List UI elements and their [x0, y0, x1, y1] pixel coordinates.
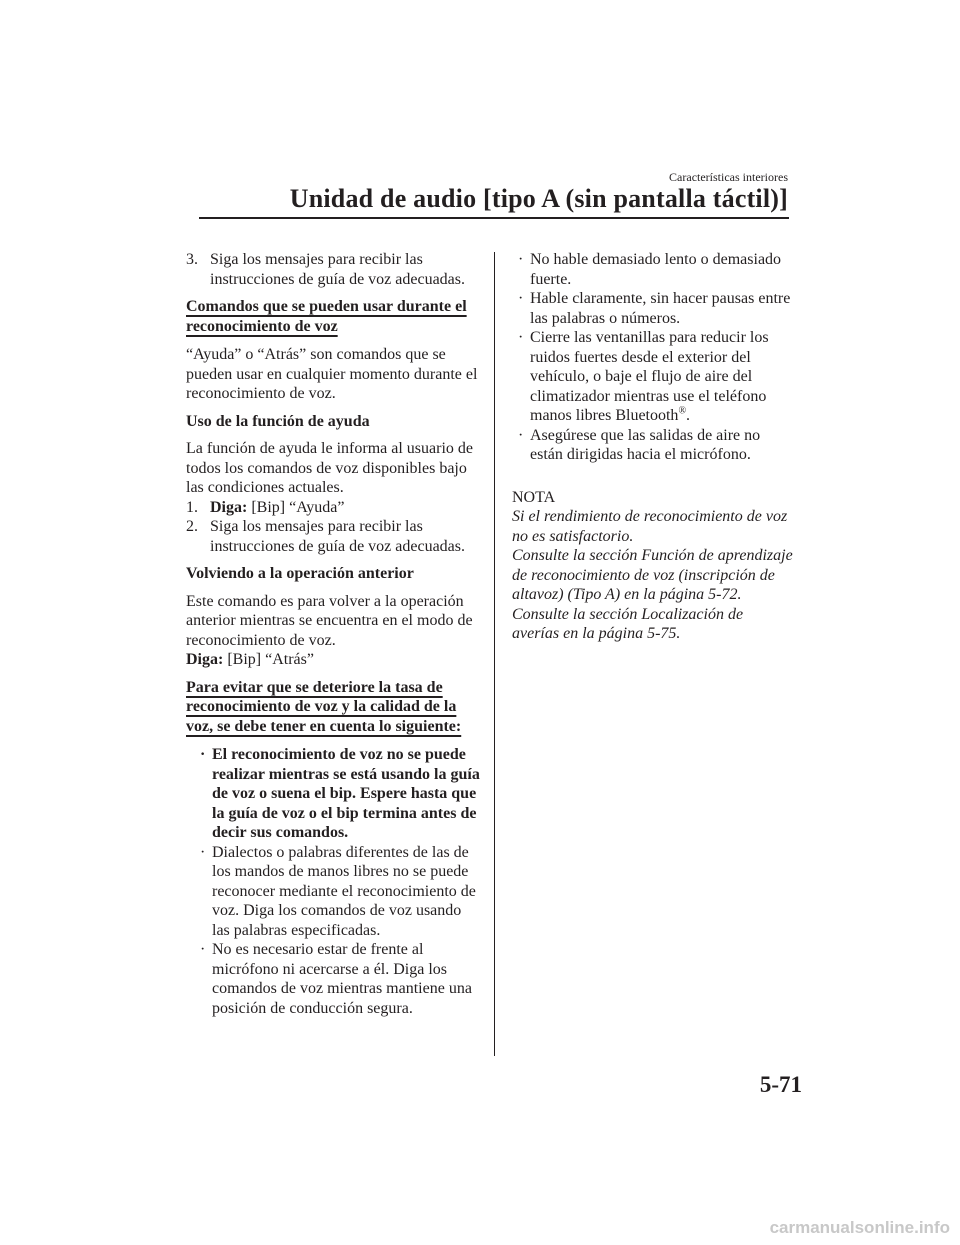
bullet-dot-icon: · [518, 290, 524, 307]
step-number: 2. [186, 518, 198, 535]
back-say-line [186, 650, 482, 670]
commands-heading-text: Comandos que se pueden usar durante el reconocimiento de voz [186, 298, 467, 335]
avoid-heading [186, 678, 482, 737]
help-heading: Uso de la función de ayuda [186, 412, 370, 430]
bullet-dot-icon: · [518, 251, 524, 268]
bullet-item [186, 940, 482, 1018]
help-step-2 [186, 517, 482, 556]
step-number: 3. [186, 251, 198, 268]
bullet-text: No hable demasiado lento o demasiado fuerte. [530, 251, 782, 288]
bullet-text: Hable claramente, sin hacer pausas entre las palabras o números. [530, 290, 791, 327]
header-divider [199, 217, 789, 219]
say-command: [Bip] “Ayuda” [247, 498, 345, 516]
registered-mark: ® [678, 405, 687, 417]
commands-paragraph: “Ayuda” o “Atrás” son comandos que se pueden usar en cualquier momento durante el reconocimiento de voz. [186, 346, 478, 402]
help-paragraph: La función de ayuda le informa al usuario de todos los comandos de voz disponibles bajo las condiciones actuales. [186, 440, 473, 496]
bullet-dot-icon: · [200, 941, 206, 958]
help-step-1 [186, 498, 482, 518]
step-3 [186, 250, 482, 289]
bullet-item [512, 250, 794, 289]
commands-heading [186, 297, 482, 336]
say-label: Diga: [210, 498, 248, 516]
column-divider [494, 252, 495, 1056]
back-heading: Volviendo a la operación anterior [186, 565, 414, 582]
bullet-dot-icon: · [200, 843, 206, 861]
say-label: Diga: [186, 651, 224, 668]
bullet-text: El reconocimiento de voz no se puede realizar mientras se está usando la guía de voz o suena el bip. Espere hasta que la guía de voz o el bip termina antes de decir sus comandos. [212, 746, 480, 841]
back-paragraph: Este comando es para volver a la operación anterior mientras se encuentra en el modo de reconocimiento de voz. [186, 592, 473, 649]
avoid-heading-text: Para evitar que se deteriore la tasa de reconocimiento de voz y la calidad de la voz, se debe tener en cuenta lo siguiente: [186, 678, 462, 735]
page-number: 5-71 [759, 1072, 802, 1097]
bullet-item [512, 289, 794, 328]
bullet-dot-icon: · [200, 746, 206, 763]
bullet-dot-icon: · [518, 426, 524, 444]
bullet-text [530, 328, 794, 426]
bullet-text: No es necesario estar de frente al micrófono ni acercarse a él. Diga los comandos de voz mientras mantiene una posición de conducción segura. [212, 941, 472, 1017]
note-line: Consulte la sección Localización de averías en la página 5-75. [512, 605, 744, 642]
note-line: Consulte la sección Función de aprendizaje de reconocimiento de voz (inscripción de altavoz) (Tipo A) en la página 5-72. [512, 547, 793, 603]
section-label: Características interiores [669, 170, 788, 184]
footer-watermark: carmanualsonline.info [769, 1218, 950, 1237]
step-text: Siga los mensajes para recibir las instrucciones de guía de voz adecuadas. [210, 251, 466, 288]
bullet-dot-icon: · [518, 329, 524, 346]
bullet-item [186, 843, 482, 941]
step-number: 1. [186, 498, 198, 516]
bullet-item [512, 426, 794, 465]
note-label: NOTA [512, 488, 556, 506]
step-text: Siga los mensajes para recibir las instrucciones de guía de voz adecuadas. [210, 518, 466, 555]
step-text [210, 498, 482, 518]
bullet-text-main: Cierre las ventanillas para reducir los ruidos fuertes desde el exterior del vehículo, o baje el flujo de aire del climatizador mientras use el teléfono manos libres Bluetooth [530, 329, 769, 424]
note-line: Si el rendimiento de reconocimiento de voz no es satisfactorio. [512, 508, 788, 545]
page-title: Unidad de audio [tipo A (sin pantalla táctil)] [289, 184, 788, 213]
right-column [512, 250, 794, 644]
left-column [186, 250, 482, 1018]
bullet-item [512, 328, 794, 426]
bullet-text-end: . [686, 407, 691, 424]
say-command: [Bip] “Atrás” [223, 651, 314, 668]
bullet-item [186, 745, 482, 843]
bullet-text: Dialectos o palabras diferentes de las de los mandos de manos libres no se puede reconocer mediante el reconocimiento de voz. Diga los comandos de voz usando las palabras especificadas. [212, 843, 476, 939]
bullet-text: Asegúrese que las salidas de aire no están dirigidas hacia el micrófono. [530, 426, 761, 463]
